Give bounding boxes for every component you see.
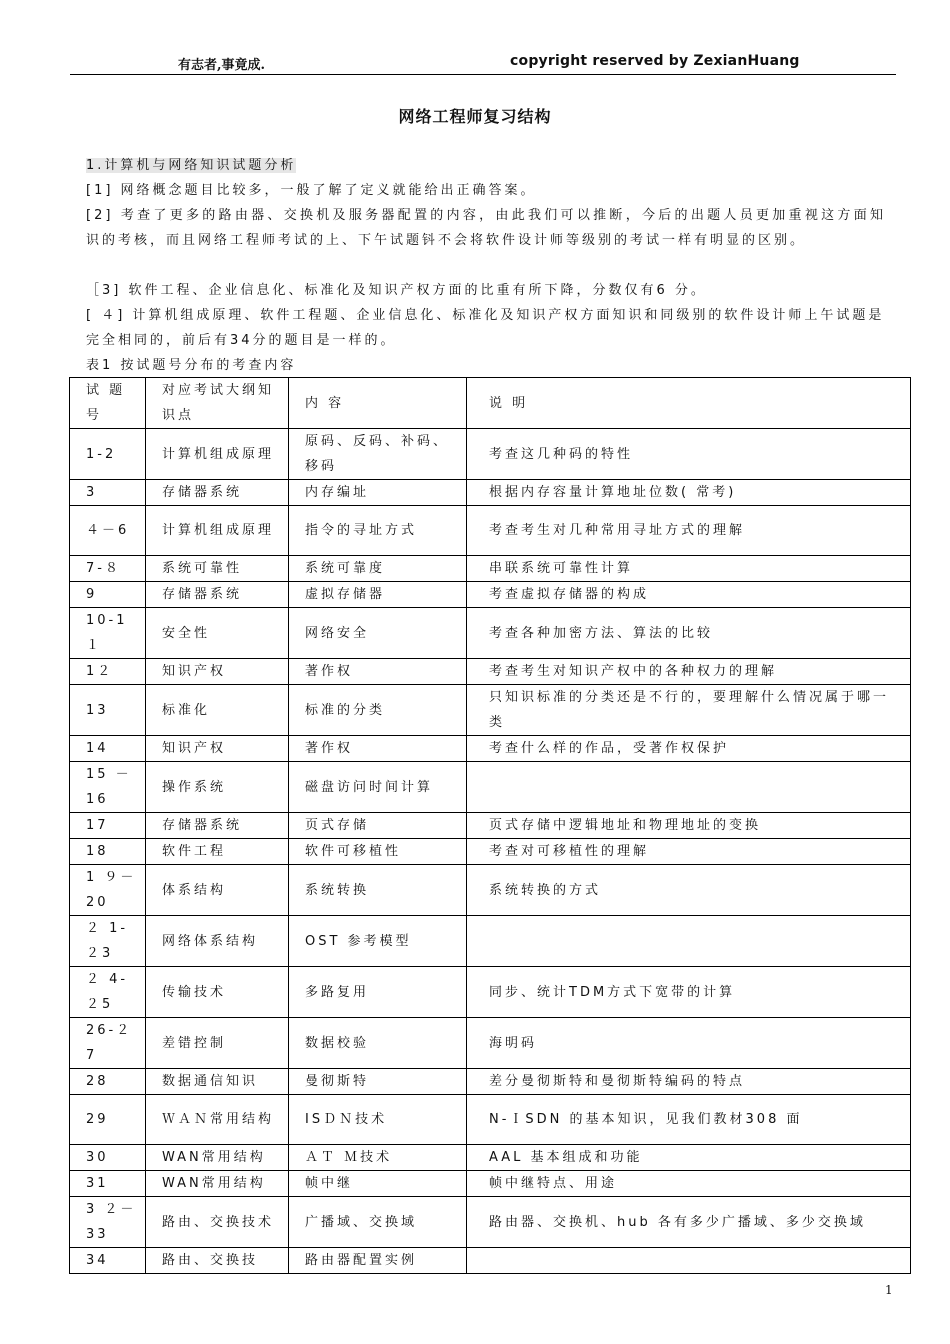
table-row: [70, 813, 911, 839]
cell-syllabus-topic: 系统可靠性: [146, 556, 289, 582]
table-row: [70, 659, 911, 685]
cell-syllabus-topic: 计算机组成原理: [146, 429, 289, 480]
cell-syllabus-topic: 网络体系结构: [146, 916, 289, 967]
cell-content: 软件可移植性: [289, 839, 467, 865]
cell-content: 帧中继: [289, 1171, 467, 1197]
cell-content: 多路复用: [289, 967, 467, 1018]
header-cell-explanation: 说 明: [467, 378, 911, 429]
table-row: [70, 865, 911, 916]
cell-content: ISＤＮ技术: [289, 1095, 467, 1145]
table-row: [70, 1171, 911, 1197]
table-row: [70, 1095, 911, 1145]
cell-explanation: 考查各种加密方法、算法的比较: [467, 608, 911, 659]
cell-content: 广播域、交换域: [289, 1197, 467, 1248]
table-row: [70, 608, 911, 659]
cell-syllabus-topic: 传输技术: [146, 967, 289, 1018]
table-row: [70, 1248, 911, 1274]
cell-content: 网络安全: [289, 608, 467, 659]
cell-content: 页式存储: [289, 813, 467, 839]
table-row: [70, 762, 911, 813]
cell-question-number: 29: [70, 1095, 146, 1145]
cell-content: 系统转换: [289, 865, 467, 916]
cell-syllabus-topic: 知识产权: [146, 736, 289, 762]
section-heading: [86, 153, 886, 178]
cell-question-number: 26-２7: [70, 1018, 146, 1069]
cell-content: 曼彻斯特: [289, 1069, 467, 1095]
table-row: [70, 556, 911, 582]
cell-syllabus-topic: WAN常用结构: [146, 1145, 289, 1171]
cell-content: 磁盘访问时间计算: [289, 762, 467, 813]
exam-content-table: [69, 377, 911, 1274]
table-row: [70, 1197, 911, 1248]
cell-content: ＡＴ Ｍ技术: [289, 1145, 467, 1171]
cell-content: 虚拟存储器: [289, 582, 467, 608]
cell-explanation: 考查这几种码的特性: [467, 429, 911, 480]
table-row: [70, 480, 911, 506]
cell-content: 著作权: [289, 659, 467, 685]
cell-question-number: 1-2: [70, 429, 146, 480]
cell-syllabus-topic: 标准化: [146, 685, 289, 736]
cell-explanation: [467, 916, 911, 967]
cell-question-number: 30: [70, 1145, 146, 1171]
cell-syllabus-topic: 计算机组成原理: [146, 506, 289, 556]
table-body: [70, 378, 911, 1274]
cell-content: 原码、反码、补码、移码: [289, 429, 467, 480]
cell-question-number: 34: [70, 1248, 146, 1274]
cell-explanation: 考查虚拟存储器的构成: [467, 582, 911, 608]
table-row: [70, 506, 911, 556]
table-row: [70, 967, 911, 1018]
cell-content: 标准的分类: [289, 685, 467, 736]
section-heading-text: 1.计算机与网络知识试题分析: [86, 158, 297, 173]
cell-explanation: N-ＩSDN 的基本知识，见我们教材308 面: [467, 1095, 911, 1145]
cell-question-number: 14: [70, 736, 146, 762]
table-header-row: [70, 378, 911, 429]
cell-content: 内存编址: [289, 480, 467, 506]
paragraph-1: [1] 网络概念题目比较多，一般了解了定义就能给出正确答案。: [86, 183, 537, 198]
page-title: 网络工程师复习结构: [398, 107, 552, 126]
paragraph-3: ［3] 软件工程、企业信息化、标准化及知识产权方面的比重有所下降，分数仅有6 分。: [86, 283, 707, 298]
table-row: [70, 1018, 911, 1069]
table-row: [70, 839, 911, 865]
cell-explanation: [467, 762, 911, 813]
cell-syllabus-topic: 存储器系统: [146, 582, 289, 608]
cell-content: OST 参考模型: [289, 916, 467, 967]
cell-question-number: 15 －16: [70, 762, 146, 813]
cell-question-number: ４－6: [70, 506, 146, 556]
cell-content: 数据校验: [289, 1018, 467, 1069]
cell-content: 著作权: [289, 736, 467, 762]
cell-explanation: 根据内存容量计算地址位数( 常考): [467, 480, 911, 506]
cell-explanation: 只知识标准的分类还是不行的，要理解什么情况属于哪一类: [467, 685, 911, 736]
cell-question-number: 10-1１: [70, 608, 146, 659]
cell-syllabus-topic: ＷＡＮ常用结构: [146, 1095, 289, 1145]
cell-syllabus-topic: 路由、交换技术: [146, 1197, 289, 1248]
cell-content: 路由器配置实例: [289, 1248, 467, 1274]
cell-explanation: 同步、统计TDM方式下宽带的计算: [467, 967, 911, 1018]
cell-explanation: 系统转换的方式: [467, 865, 911, 916]
cell-question-number: 18: [70, 839, 146, 865]
header-cell-content: 内 容: [289, 378, 467, 429]
cell-question-number: 7-８: [70, 556, 146, 582]
cell-question-number: 3: [70, 480, 146, 506]
cell-explanation: 路由器、交换机、hub 各有多少广播域、多少交换域: [467, 1197, 911, 1248]
page-header: [70, 52, 896, 75]
table-row: [70, 736, 911, 762]
cell-question-number: 28: [70, 1069, 146, 1095]
cell-explanation: [467, 1248, 911, 1274]
cell-syllabus-topic: 数据通信知识: [146, 1069, 289, 1095]
header-cell-number: 试 题号: [70, 378, 146, 429]
header-motto: 有志者,事竟成.: [178, 58, 266, 73]
cell-syllabus-topic: 存储器系统: [146, 813, 289, 839]
cell-syllabus-topic: 操作系统: [146, 762, 289, 813]
cell-explanation: AAL 基本组成和功能: [467, 1145, 911, 1171]
cell-syllabus-topic: 差错控制: [146, 1018, 289, 1069]
table-row: [70, 1069, 911, 1095]
cell-explanation: 页式存储中逻辑地址和物理地址的变换: [467, 813, 911, 839]
cell-question-number: ２ 4-２5: [70, 967, 146, 1018]
table-row: [70, 685, 911, 736]
cell-explanation: 海明码: [467, 1018, 911, 1069]
cell-question-number: 3 ２－33: [70, 1197, 146, 1248]
table-row: [70, 1145, 911, 1171]
header-cell-syllabus: 对应考试大纲知识点: [146, 378, 289, 429]
cell-syllabus-topic: 软件工程: [146, 839, 289, 865]
cell-question-number: 17: [70, 813, 146, 839]
cell-question-number: 9: [70, 582, 146, 608]
cell-question-number: 13: [70, 685, 146, 736]
cell-question-number: 1２: [70, 659, 146, 685]
table-row: [70, 429, 911, 480]
cell-question-number: 31: [70, 1171, 146, 1197]
cell-syllabus-topic: 安全性: [146, 608, 289, 659]
paragraph-2: [2] 考查了更多的路由器、交换机及服务器配置的内容，由此我们可以推断，今后的出题人员更加重视这方面知识的考核，而且网络工程师考试的上、下午试题钭不会将软件设计师等级别的考试一样有明显的区别。: [86, 208, 886, 248]
header-copyright: copyright reserved by ZexianHuang: [510, 53, 800, 69]
cell-explanation: 串联系统可靠性计算: [467, 556, 911, 582]
cell-explanation: 考查考生对几种常用寻址方式的理解: [467, 506, 911, 556]
cell-explanation: 差分曼彻斯特和曼彻斯特编码的特点: [467, 1069, 911, 1095]
cell-question-number: 1 ９－20: [70, 865, 146, 916]
cell-syllabus-topic: 知识产权: [146, 659, 289, 685]
table-row: [70, 916, 911, 967]
paragraph-4: [ ４] 计算机组成原理、软件工程题、企业信息化、标准化及知识产权方面知识和同级别的软件设计师上午试题是完全相同的，前后有34分的题目是一样的。: [86, 308, 885, 348]
cell-syllabus-topic: 存储器系统: [146, 480, 289, 506]
page-number: 1: [885, 1283, 893, 1297]
cell-syllabus-topic: 路由、交换技: [146, 1248, 289, 1274]
cell-explanation: 考查考生对知识产权中的各种权力的理解: [467, 659, 911, 685]
cell-question-number: ２ 1-２3: [70, 916, 146, 967]
cell-content: 系统可靠度: [289, 556, 467, 582]
table-caption: 表1 按试题号分布的考查内容: [86, 358, 297, 373]
cell-explanation: 帧中继特点、用途: [467, 1171, 911, 1197]
cell-content: 指令的寻址方式: [289, 506, 467, 556]
cell-syllabus-topic: WAN常用结构: [146, 1171, 289, 1197]
cell-explanation: 考查对可移植性的理解: [467, 839, 911, 865]
cell-explanation: 考查什么样的作品，受著作权保护: [467, 736, 911, 762]
cell-syllabus-topic: 体系结构: [146, 865, 289, 916]
table-row: [70, 582, 911, 608]
